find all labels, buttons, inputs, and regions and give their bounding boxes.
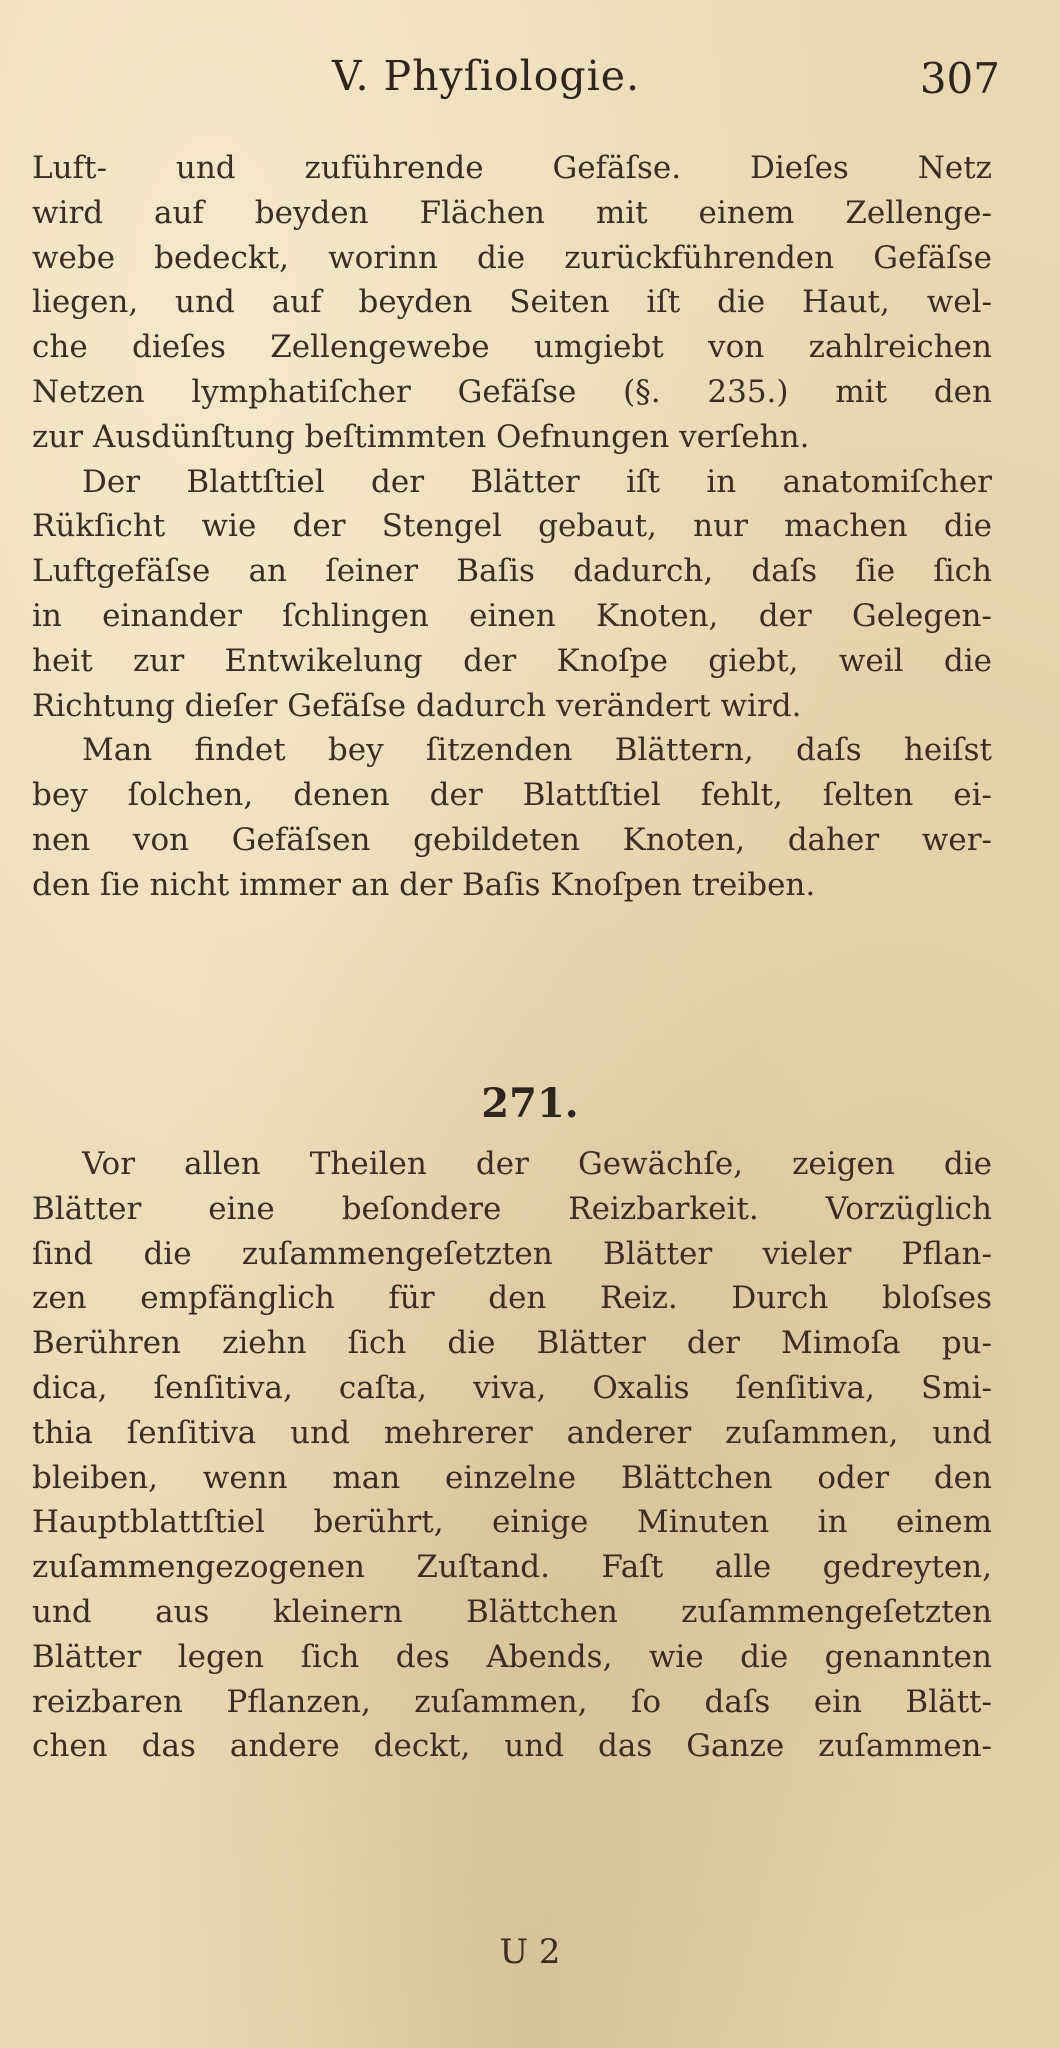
text-line: thia ſenſitiva und mehrerer anderer zuſammen, und xyxy=(32,1414,992,1451)
text-line: heit zur Entwikelung der Knoſpe giebt, weil die xyxy=(32,642,992,679)
text-line: Netzen lymphatiſcher Gefäſse (§. 235.) mit den xyxy=(32,373,992,410)
text-line: Vor allen Theilen der Gewächſe, zeigen die xyxy=(82,1146,992,1182)
section-number: 271. xyxy=(481,1080,579,1127)
text-block-lower xyxy=(32,1142,992,1769)
text-line: in einander ſchlingen einen Knoten, der Gelegen- xyxy=(32,597,992,634)
text-line: zur Ausdünſtung beſtimmten Oefnungen verſehn. xyxy=(32,418,810,455)
text-line: zen empfänglich für den Reiz. Durch bloſses xyxy=(32,1280,992,1317)
text-line: Blätter eine beſondere Reizbarkeit. Vorzüglich xyxy=(32,1190,992,1227)
text-line: wird auf beyden Flächen mit einem Zellenge- xyxy=(32,194,992,231)
text-line: Luftgefäſse an ſeiner Baſis dadurch, daſs ſie ſich xyxy=(32,553,992,590)
page-number: 307 xyxy=(919,54,1000,103)
text-line: Richtung dieſer Gefäſse dadurch verändert wird. xyxy=(32,687,802,724)
text-line: den ſie nicht immer an der Baſis Knoſpen treiben. xyxy=(32,866,816,903)
text-line: che dieſes Zellengewebe umgiebt von zahlreichen xyxy=(32,329,992,366)
text-block-upper xyxy=(32,146,992,908)
running-head xyxy=(0,52,1060,112)
text-line: liegen, und auf beyden Seiten iſt die Haut, wel- xyxy=(32,284,992,321)
text-line: webe bedeckt, worinn die zurückführenden Gefäſse xyxy=(32,239,992,276)
text-line: dica, ſenſitiva, caſta, viva, Oxalis ſenſitiva, Smi- xyxy=(32,1369,992,1406)
text-line: Berühren ziehn ſich die Blätter der Mimoſa pu- xyxy=(32,1325,992,1362)
signature-mark: U 2 xyxy=(499,1932,561,1972)
text-line: Blätter legen ſich des Abends, wie die genannten xyxy=(32,1638,992,1675)
text-line: ſind die zuſammengeſetzten Blätter vieler Pflan- xyxy=(32,1235,992,1272)
text-line: bey ſolchen, denen der Blattſtiel fehlt, ſelten ei- xyxy=(32,777,992,814)
chapter-title: V. Phyſiologie. xyxy=(332,52,641,100)
text-line: reizbaren Pflanzen, zuſammen, ſo daſs ein Blätt- xyxy=(32,1683,992,1720)
text-line: und aus kleinern Blättchen zuſammengeſetzten xyxy=(32,1593,992,1630)
text-line: bleiben, wenn man einzelne Blättchen oder den xyxy=(32,1459,992,1496)
text-line: Rükſicht wie der Stengel gebaut, nur machen die xyxy=(32,508,992,545)
text-line: Der Blattſtiel der Blätter iſt in anatomiſcher xyxy=(82,463,992,500)
text-line: Hauptblattſtiel berührt, einige Minuten in einem xyxy=(32,1504,992,1541)
text-line: Luft- und zuführende Gefäſse. Dieſes Netz xyxy=(32,150,992,186)
text-line: chen das andere deckt, und das Ganze zuſammen- xyxy=(32,1728,992,1765)
text-line: nen von Gefäſsen gebildeten Knoten, daher wer- xyxy=(32,821,992,858)
text-line: Man findet bey ſitzenden Blättern, daſs heiſst xyxy=(82,732,992,769)
text-line: zuſammengezogenen Zuſtand. Faſt alle gedreyten, xyxy=(32,1549,992,1586)
